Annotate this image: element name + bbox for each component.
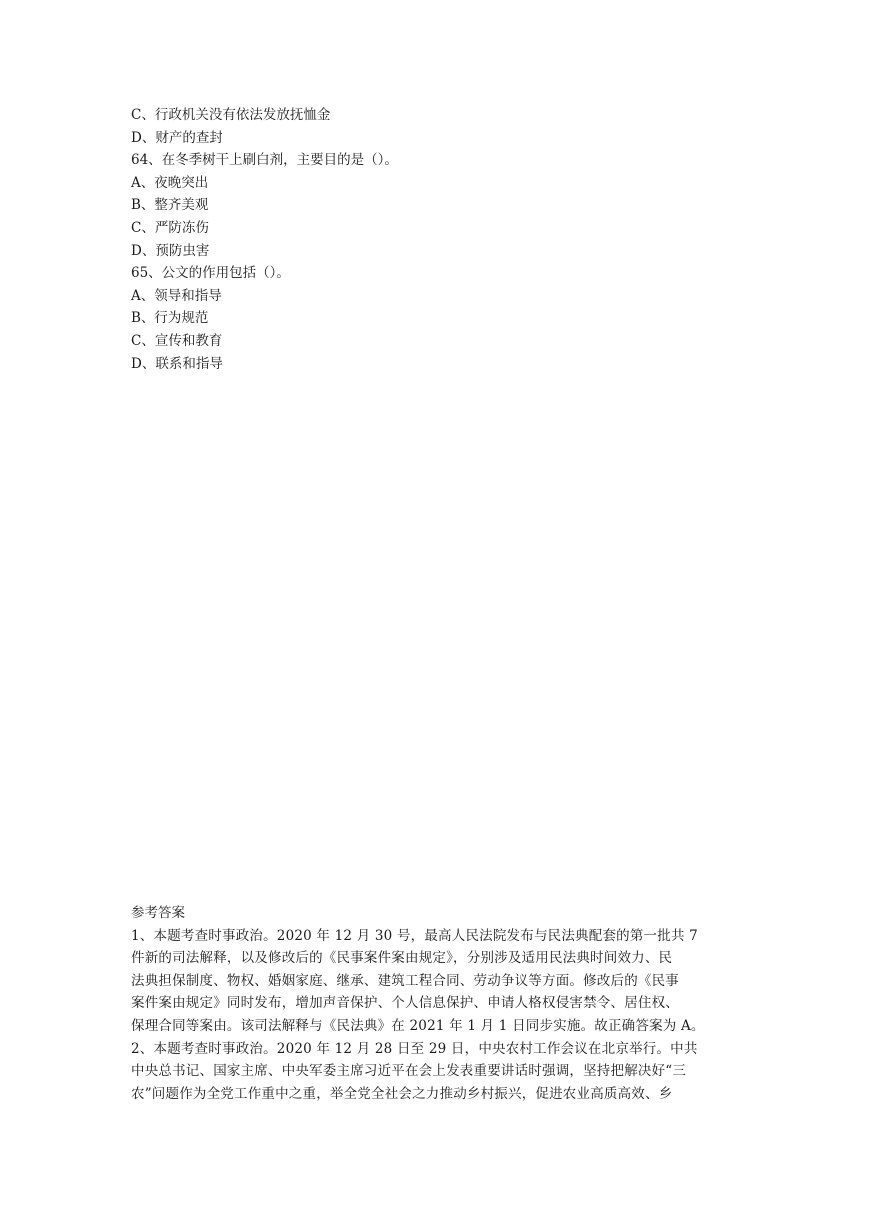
option-a-q64: A、夜晚突出: [131, 174, 209, 191]
answer-1: [131, 925, 741, 1038]
answer-2-line: 中央总书记、国家主席、中央军委主席习近平在会上发表重要讲话时强调，坚持把解决好“三: [131, 1063, 687, 1080]
answer-2-line: 2、本题考查时事政治。2020 年 12 月 28 日至 29 日，中央农村工作会议在北京举行。中共: [131, 1040, 698, 1057]
question-65-text: 65、公文的作用包括（）。: [131, 265, 290, 282]
answer-2: [131, 1038, 741, 1106]
option-c-q63: C、行政机关没有依法发放抚恤金: [131, 107, 331, 123]
answer-section: [131, 902, 741, 1105]
option-c-q65: C、宣传和教育: [131, 332, 223, 349]
answer-1-line: 件新的司法解释，以及修改后的《民事案件案由规定》，分别涉及适用民法典时间效力、民: [131, 950, 673, 967]
answer-2-line: 农”问题作为全党工作重中之重，举全党全社会之力推动乡村振兴，促进农业高质高效、乡: [131, 1085, 673, 1102]
question-list: [131, 104, 751, 375]
option-b-q65: B、行为规范: [131, 310, 209, 327]
option-d-q63: D、财产的查封: [131, 129, 223, 146]
option-b-q64: B、整齐美观: [131, 197, 209, 214]
answer-1-line: 保理合同等案由。该司法解释与《民法典》在 2021 年 1 月 1 日同步实施。故正确答案为 A。: [131, 1017, 705, 1034]
answer-1-line: 1、本题考查时事政治。2020 年 12 月 30 号，最高人民法院发布与民法典配套的第一批共 7: [131, 927, 698, 944]
option-d-q65: D、联系和指导: [131, 355, 223, 372]
question-64-text: 64、在冬季树干上刷白剂，主要目的是（）。: [131, 152, 398, 169]
answer-1-line: 法典担保制度、物权、婚姻家庭、继承、建筑工程合同、劳动争议等方面。修改后的《民事: [131, 972, 679, 989]
option-a-q65: A、领导和指导: [131, 287, 222, 304]
option-d-q64: D、预防虫害: [131, 242, 210, 259]
option-c-q64: C、严防冻伤: [131, 219, 209, 236]
answer-heading: 参考答案: [131, 905, 185, 921]
answer-1-line: 案件案由规定》同时发布，增加声音保护、个人信息保护、申请人格权侵害禁令、居住权、: [131, 995, 679, 1012]
